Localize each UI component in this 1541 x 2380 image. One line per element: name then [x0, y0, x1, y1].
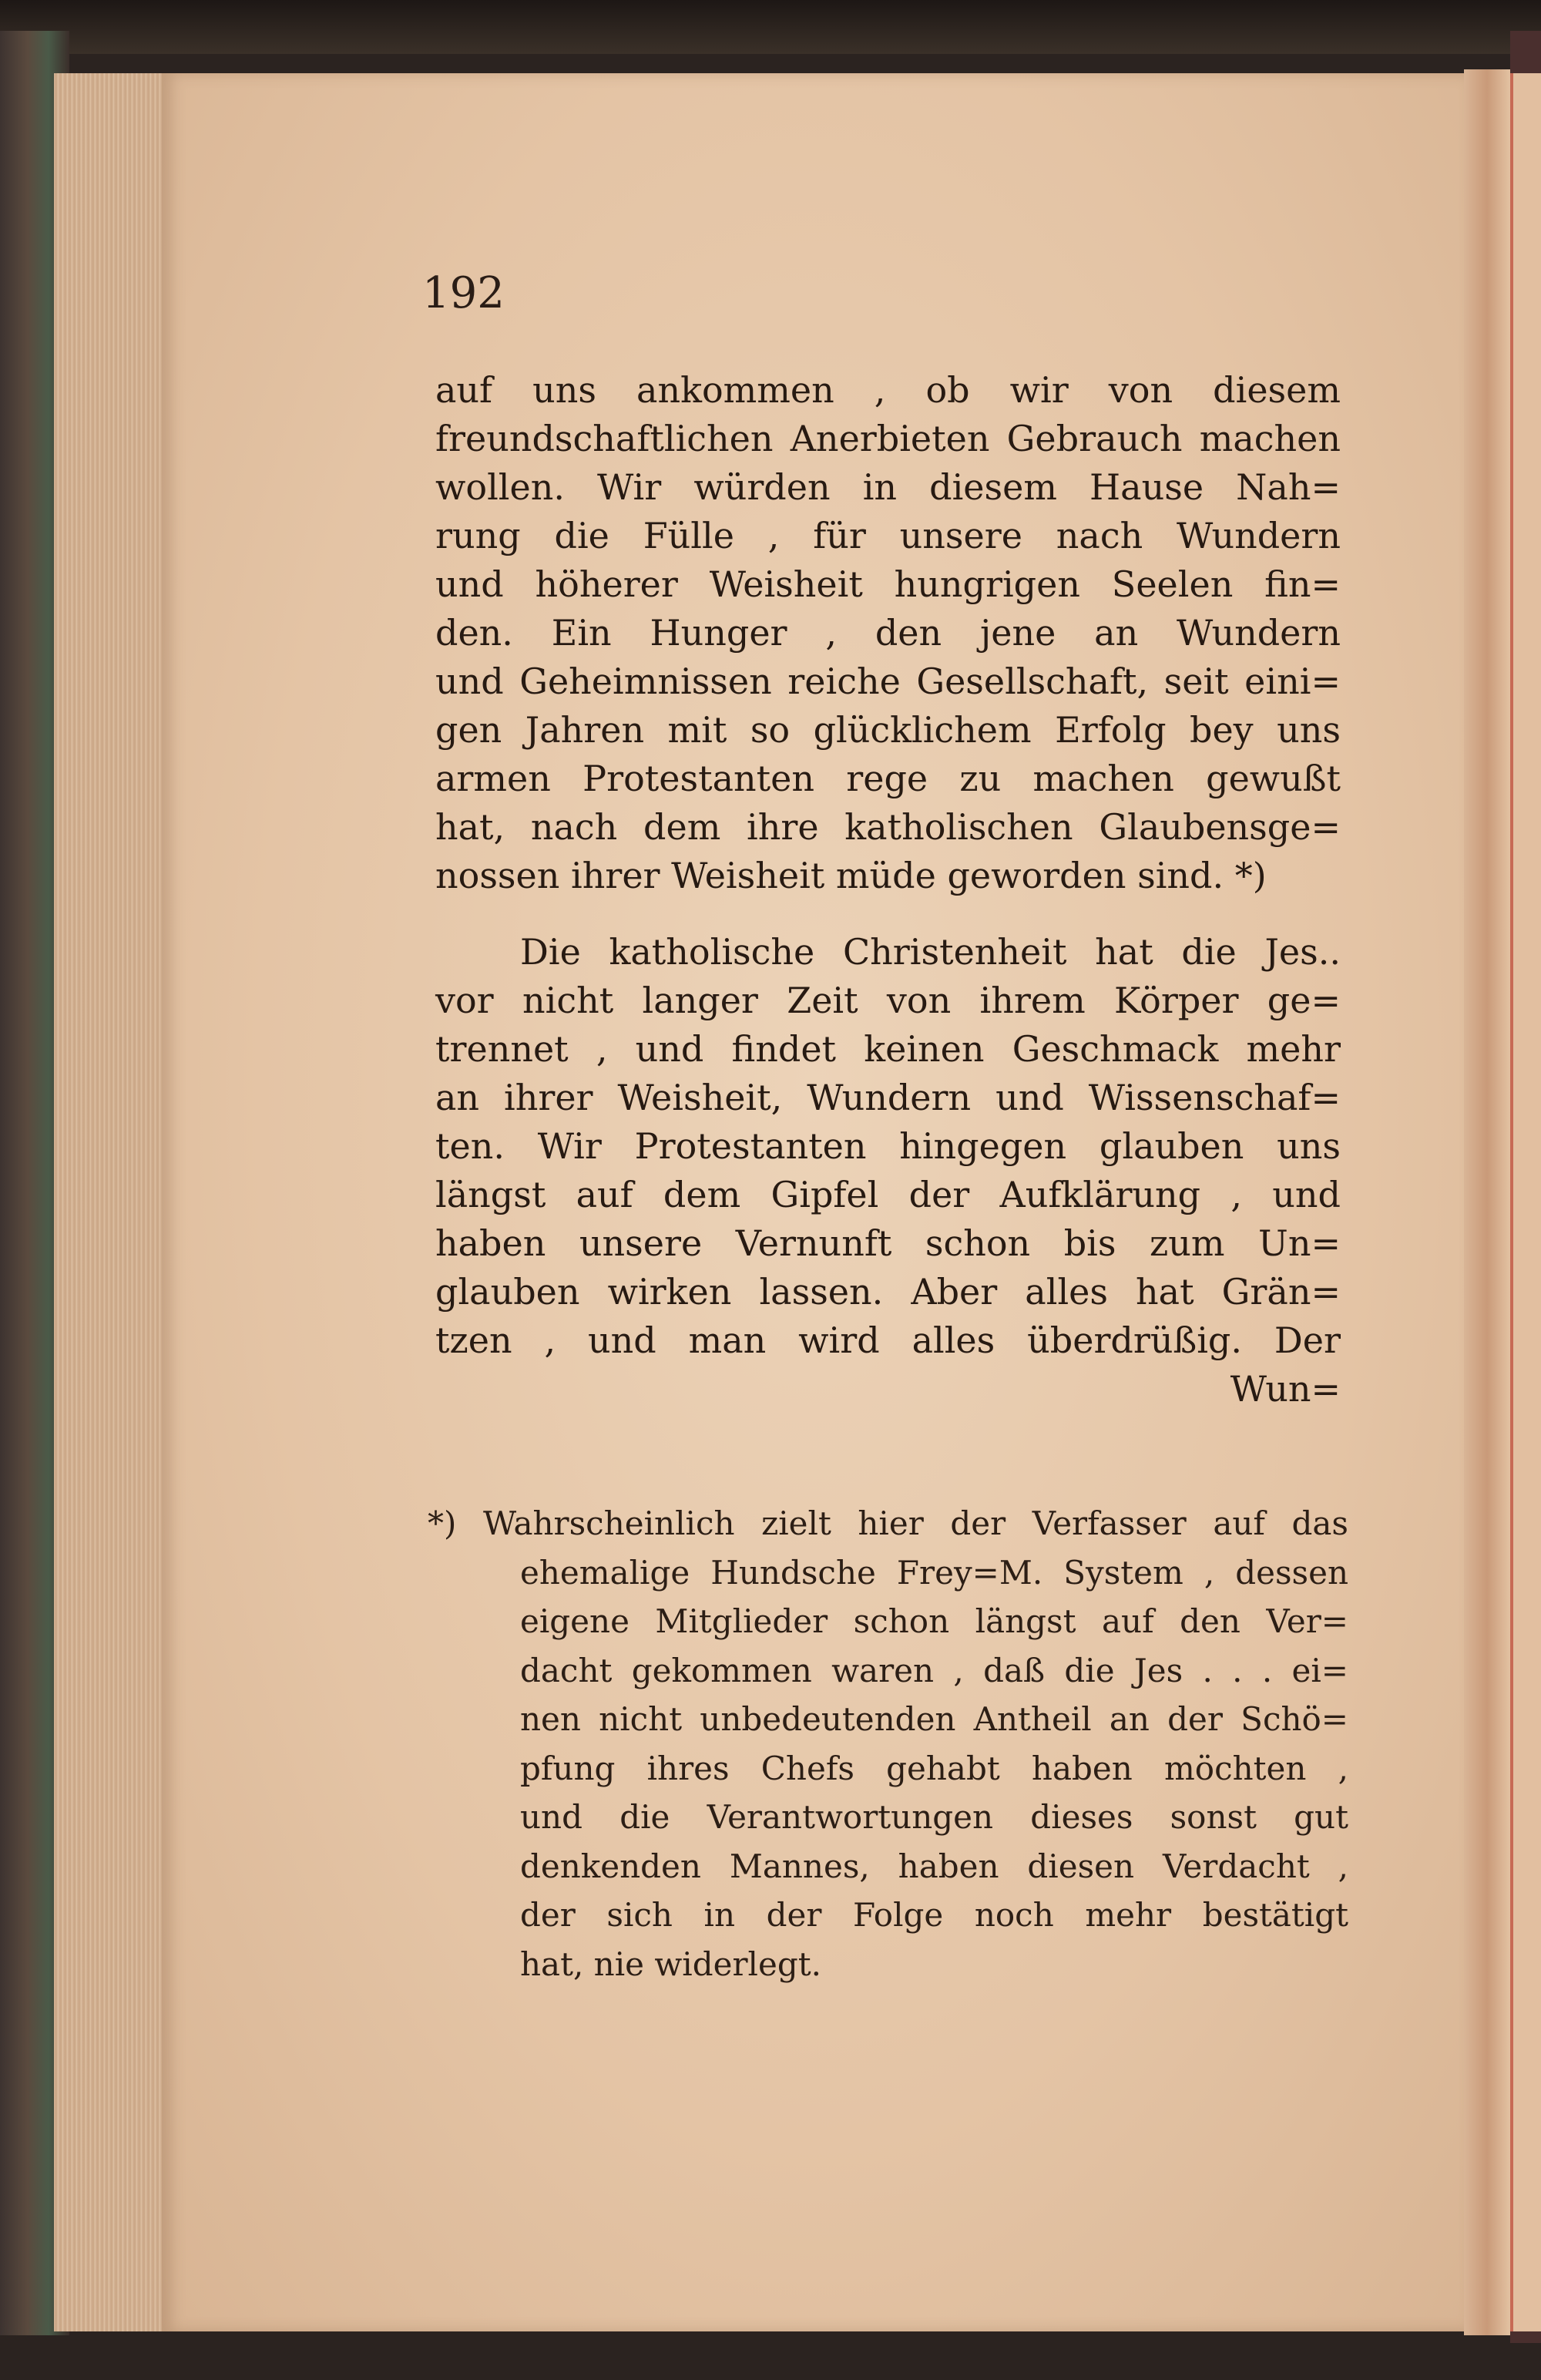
text-line: haben unsere Vernunft schon bis zum Un=	[435, 1222, 1341, 1264]
footnote-line: ehemalige Hundsche Frey=M. System , dessen	[520, 1553, 1348, 1592]
text-line: längst auf dem Gipfel der Aufklärung , und	[435, 1174, 1341, 1215]
text-line: armen Protestanten rege zu machen gewußt	[435, 758, 1341, 799]
footnote-line: hat, nie widerlegt.	[520, 1945, 821, 1983]
footnote	[428, 1499, 1348, 1988]
book-cover-top	[0, 0, 1541, 54]
text-line: an ihrer Weisheit, Wundern und Wissenschaf=	[435, 1077, 1341, 1118]
text-line: nossen ihrer Weisheit müde geworden sind. *)	[435, 855, 1267, 896]
text-line: den. Ein Hunger , den jene an Wundern	[435, 612, 1341, 654]
footnote-line: nen nicht unbedeutenden Antheil an der Schö=	[520, 1700, 1348, 1738]
text-line: wollen. Wir würden in diesem Hause Nah=	[435, 466, 1341, 508]
text-line: vor nicht langer Zeit von ihrem Körper ge=	[435, 980, 1341, 1021]
footnote-line: und die Verantwortungen dieses sonst gut	[520, 1798, 1348, 1836]
text-line: glauben wirken lassen. Aber alles hat Grän=	[435, 1271, 1341, 1313]
footnote-line: denkenden Mannes, haben diesen Verdacht ,	[520, 1847, 1348, 1885]
footnote-line: *) Wahrscheinlich zielt hier der Verfasser auf das	[428, 1504, 1348, 1542]
text-line: Die katholische Christenheit hat die Jes..	[520, 931, 1341, 973]
text-line: und Geheimnissen reiche Gesellschaft, seit eini=	[435, 661, 1341, 702]
footnote-line: pfung ihres Chefs gehabt haben möchten ,	[520, 1749, 1348, 1787]
main-text	[435, 366, 1341, 1414]
footnote-line: der sich in der Folge noch mehr bestätigt	[520, 1896, 1348, 1934]
book-gutter	[1464, 69, 1510, 2335]
text-line: und höherer Weisheit hungrigen Seelen fin=	[435, 563, 1341, 605]
text-line: auf uns ankommen , ob wir von diesem	[435, 369, 1341, 411]
text-line: hat, nach dem ihre katholischen Glaubensge=	[435, 806, 1341, 848]
catchword: Wun=	[1230, 1368, 1341, 1410]
facing-page-edge	[1510, 73, 1541, 2331]
footnote-line: dacht gekommen waren , daß die Jes . . . ei=	[520, 1651, 1348, 1689]
text-line: trennet , und findet keinen Geschmack mehr	[435, 1028, 1341, 1070]
text-line: gen Jahren mit so glücklichem Erfolg bey uns	[435, 709, 1341, 751]
text-line: freundschaftlichen Anerbieten Gebrauch machen	[435, 418, 1341, 459]
text-line: rung die Fülle , für unsere nach Wundern	[435, 515, 1341, 556]
text-line: tzen , und man wird alles überdrüßig. Der	[435, 1319, 1341, 1361]
footnote-line: eigene Mitglieder schon längst auf den Ver=	[520, 1602, 1348, 1640]
text-line: ten. Wir Protestanten hingegen glauben uns	[435, 1125, 1341, 1167]
page-number: 192	[422, 268, 505, 318]
